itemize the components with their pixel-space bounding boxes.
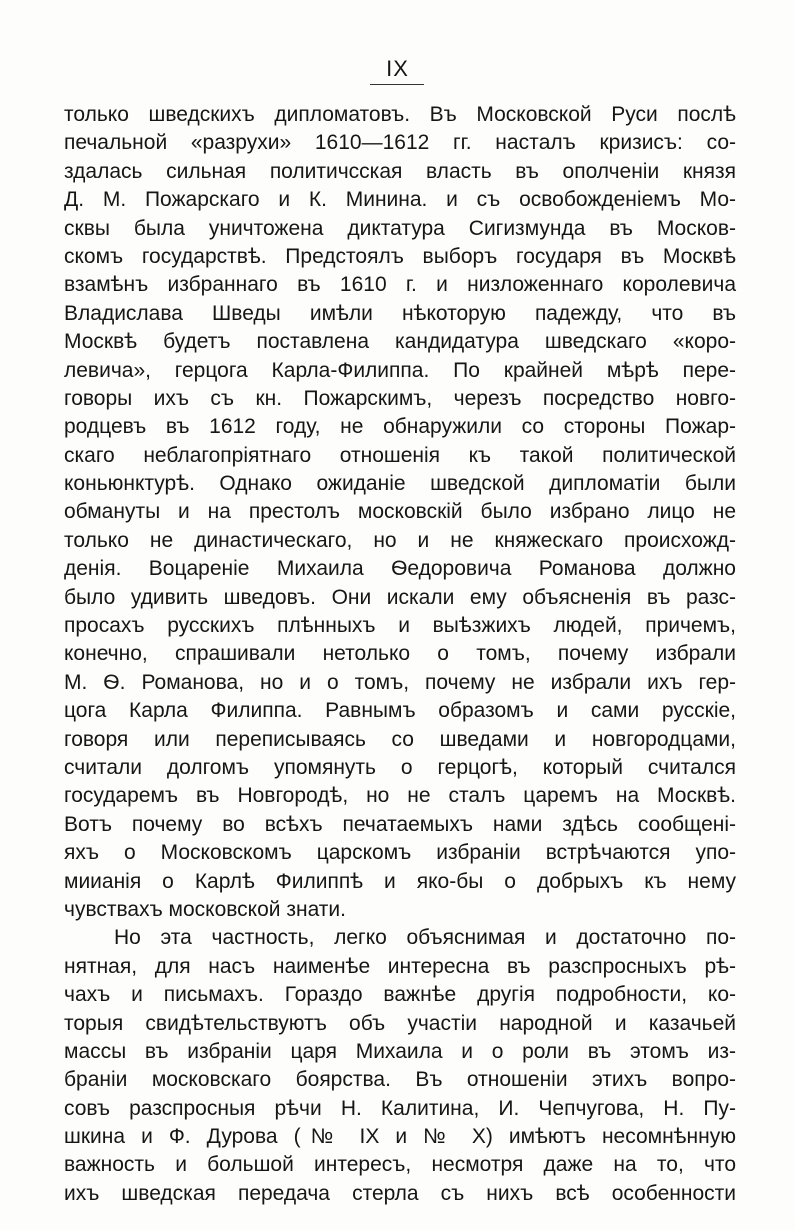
text-line: сквы была уничтожена диктатура Сигизмунда въ Москов-: [64, 216, 736, 240]
text-line: говоры ихъ съ кн. Пожарскимъ, черезъ посредство новго-: [64, 386, 736, 410]
text-line: шкина и Ф. Дурова (№ IX и № X) имѣютъ несомнѣнную: [64, 1125, 736, 1149]
text-line: денія. Воцареніе Михаила Ѳедоровича Романова должно: [64, 557, 736, 581]
text-line: государемъ въ Новгородѣ, но не сталъ царемъ на Москвѣ.: [64, 784, 736, 808]
text-line: чахъ и письмахъ. Гораздо важнѣе другія подробности, ко-: [64, 983, 736, 1007]
text-line: обмануты и на престолъ московскій было избрано лицо не: [64, 500, 736, 524]
text-line: торыя свидѣтельствуютъ объ участіи народной и казачьей: [64, 1011, 736, 1035]
text-line: только шведскихъ дипломатовъ. Въ Московской Руси послѣ: [64, 103, 736, 126]
text-line: массы въ избраніи царя Михаила и о роли въ этомъ из-: [64, 1039, 736, 1063]
text-line: совъ разспросныя рѣчи Н. Калитина, И. Чепчугова, Н. Пу-: [64, 1096, 736, 1120]
text-line: скаго неблагопріятнаго отношенія къ такой политической: [64, 443, 736, 467]
text-line: ихъ шведская передача стерла съ нихъ всѣ особенности: [64, 1181, 736, 1205]
text-line: было удивить шведовъ. Они искали ему объясненія въ разс-: [64, 585, 736, 609]
text-line: просахъ русскихъ плѣнныхъ и выѣзжихъ людей, причемъ,: [64, 614, 736, 638]
text-line: браніи московскаго боярства. Въ отношеніи этихъ вопро-: [64, 1068, 736, 1092]
text-line: здалась сильная политичсская власть въ ополченіи князя: [64, 159, 736, 183]
page-number: IX: [386, 56, 409, 81]
body-text: [64, 101, 736, 1208]
text-line: взамѣнъ избраннаго въ 1610 г. и низложеннаго королевича: [64, 273, 736, 297]
text-line: М. Ѳ. Романова, но и о томъ, почему не избрали ихъ гер-: [64, 670, 736, 694]
text-line: считали долгомъ упомянуть о герцогѣ, который считался: [64, 755, 736, 779]
text-line: говоря или переписываясь со шведами и новгородцами,: [64, 727, 736, 751]
text-line: печальной «разрухи» 1610—1612 гг. настaлъ кризисъ: со-: [64, 131, 736, 155]
text-line: нятная, для насъ наименѣе интересна въ разспросныхъ рѣ-: [64, 954, 736, 978]
text-line: левича», герцога Карла-Филиппа. По крайней мѣрѣ пере-: [64, 358, 736, 382]
text-line: Владислава Шведы имѣли нѣкоторую падежду, что въ: [64, 301, 736, 325]
paragraph-1: [64, 101, 736, 924]
text-line: Москвѣ будетъ поставлена кандидатура шведскаго «коро-: [64, 330, 736, 354]
text-line: важность и большой интересъ, несмотря даже на то, что: [64, 1153, 736, 1177]
text-line: чувствахъ московской знати.: [64, 897, 346, 921]
text-line: коньюнктурѣ. Однако ожиданіе шведской дипломатіи были: [64, 472, 736, 496]
text-line: родцевъ въ 1612 году, не обнаружили со стороны Пожар-: [64, 415, 736, 439]
text-line: Д. М. Пожарскаго и К. Минина. и съ освобожденіемъ Мо-: [64, 188, 736, 212]
text-line: цога Карла Филиппа. Равнымъ образомъ и сами русскіе,: [64, 699, 736, 723]
text-line: конечно, спрашивали нетолько о томъ, почему избрали: [64, 642, 736, 666]
text-line: Но эта частность, легко объяснимая и достаточно по-: [114, 926, 736, 950]
text-line: скомъ государствѣ. Предстоялъ выборъ государя въ Москвѣ: [64, 244, 736, 268]
page-number-rule: [370, 84, 424, 85]
text-line: только не династическаго, но и не княжескаго происхожд-: [64, 528, 736, 552]
text-line: яхъ о Московскомъ царскомъ избраніи встрѣчаются упо-: [64, 841, 736, 865]
text-line: Вотъ почему во всѣхъ печатаемыхъ нами здѣсь сообщені-: [64, 812, 736, 836]
text-line: миианія о Карлѣ Филиппѣ и яко-бы о добрыхъ къ нему: [64, 869, 736, 893]
paragraph-2: [64, 924, 736, 1208]
